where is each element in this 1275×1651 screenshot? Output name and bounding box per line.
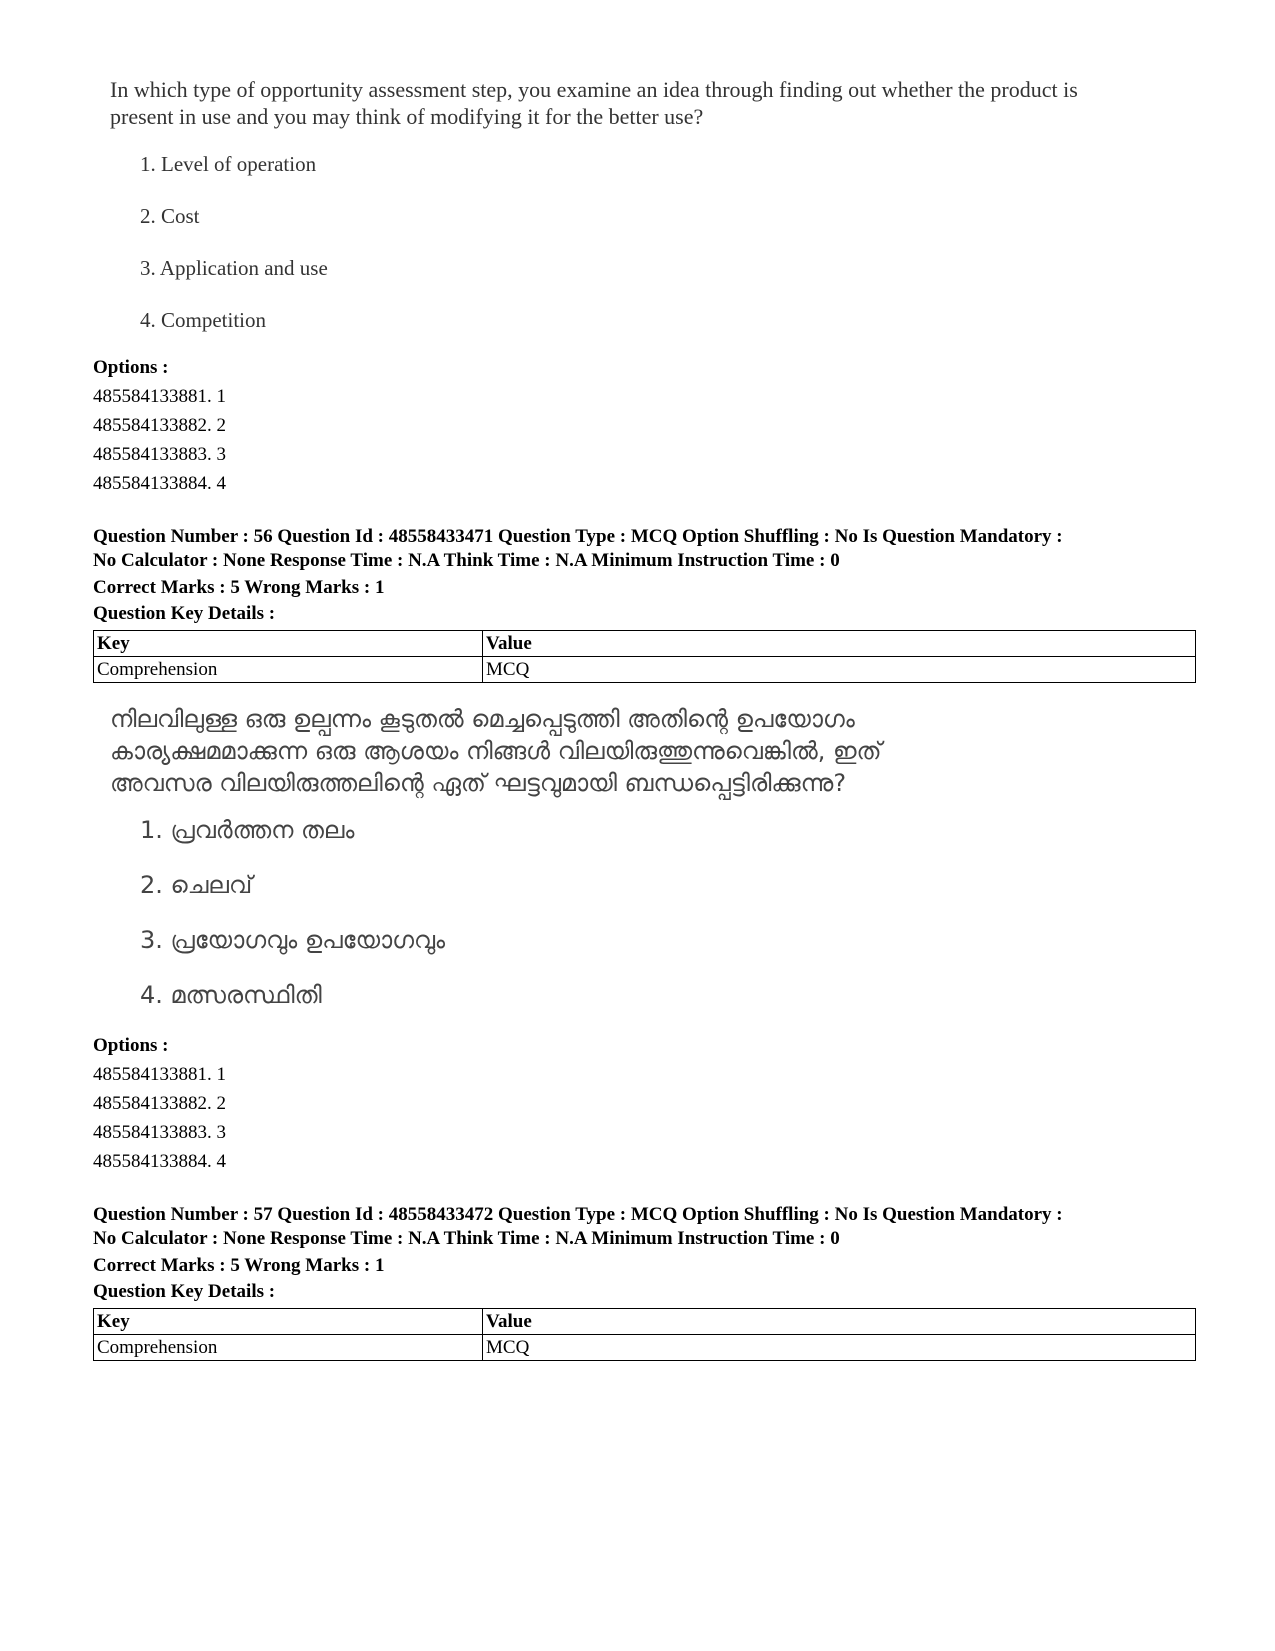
table-cell-key: Comprehension [94, 657, 483, 683]
question-57-key-details-header: Question Key Details : [93, 1281, 276, 1302]
question-56-key-details-header: Question Key Details : [93, 603, 276, 624]
question-text [110, 703, 1210, 799]
choice-2: 2. Cost [140, 204, 200, 228]
options-header: Options : [93, 1035, 169, 1056]
table-header-value: Value [483, 631, 1196, 657]
options-header: Options : [93, 357, 169, 378]
question-57-meta [93, 1203, 1203, 1251]
options-list [93, 353, 226, 498]
option-item: 485584133882. 2 [93, 1093, 226, 1114]
table-header-value: Value [483, 1309, 1196, 1335]
table-header-key: Key [94, 631, 483, 657]
meta-line: Question Number : 56 Question Id : 48558433471 Question Type : MCQ Option Shuffling : No Is Question Mandatory : [93, 526, 1063, 547]
question-55-image [110, 76, 1210, 346]
table-row [94, 657, 1196, 683]
question-text-line: present in use and you may think of modifying it for the better use? [110, 104, 704, 129]
table-cell-value: MCQ [483, 1335, 1196, 1361]
question-56-marks: Correct Marks : 5 Wrong Marks : 1 [93, 577, 385, 598]
choice-3: 3. Application and use [140, 256, 328, 280]
option-item: 485584133881. 1 [93, 1064, 226, 1085]
choice-4: 4. Competition [140, 308, 266, 332]
meta-line: No Calculator : None Response Time : N.A Think Time : N.A Minimum Instruction Time : 0 [93, 1228, 840, 1249]
choice-4: 4. മത്സരസ്ഥിതി [140, 981, 322, 1009]
option-item: 485584133883. 3 [93, 444, 226, 465]
question-56-key-table [93, 630, 1196, 683]
options-list [93, 1031, 226, 1176]
question-57-key-table [93, 1308, 1196, 1361]
option-item: 485584133881. 1 [93, 386, 226, 407]
choice-3: 3. പ്രയോഗവും ഉപയോഗവും [140, 926, 446, 954]
table-cell-value: MCQ [483, 657, 1196, 683]
table-header-key: Key [94, 1309, 483, 1335]
table-row [94, 1335, 1196, 1361]
table-cell-key: Comprehension [94, 1335, 483, 1361]
question-text [110, 76, 1210, 130]
question-text-line: കാര്യക്ഷമമാക്കുന്ന ഒരു ആശയം നിങ്ങൾ വിലയിരുത്തുന്നുവെങ്കിൽ, ഇത് [110, 737, 882, 765]
question-56-meta [93, 525, 1203, 573]
choice-2: 2. ചെലവ് [140, 871, 253, 899]
meta-line: No Calculator : None Response Time : N.A Think Time : N.A Minimum Instruction Time : 0 [93, 550, 840, 571]
question-text-line: അവസര വിലയിരുത്തലിന്റെ ഏത് ഘട്ടവുമായി ബന്ധപ്പെട്ടിരിക്കുന്നു? [110, 769, 847, 797]
table-header-row [94, 631, 1196, 657]
choice-1: 1. പ്രവർത്തന തലം [140, 816, 355, 844]
option-item: 485584133883. 3 [93, 1122, 226, 1143]
question-text-line: In which type of opportunity assessment step, you examine an idea through finding out whether the product is [110, 77, 1078, 102]
option-item: 485584133882. 2 [93, 415, 226, 436]
option-item: 485584133884. 4 [93, 1151, 226, 1172]
question-56-image [110, 703, 1210, 1023]
choice-1: 1. Level of operation [140, 152, 317, 176]
option-item: 485584133884. 4 [93, 473, 226, 494]
question-57-marks: Correct Marks : 5 Wrong Marks : 1 [93, 1255, 385, 1276]
question-text-line: നിലവിലുള്ള ഒരു ഉല്പന്നം കൂടുതൽ മെച്ചപ്പെടുത്തി അതിന്റെ ഉപയോഗം [110, 705, 855, 733]
meta-line: Question Number : 57 Question Id : 48558433472 Question Type : MCQ Option Shuffling : No Is Question Mandatory : [93, 1204, 1063, 1225]
table-header-row [94, 1309, 1196, 1335]
